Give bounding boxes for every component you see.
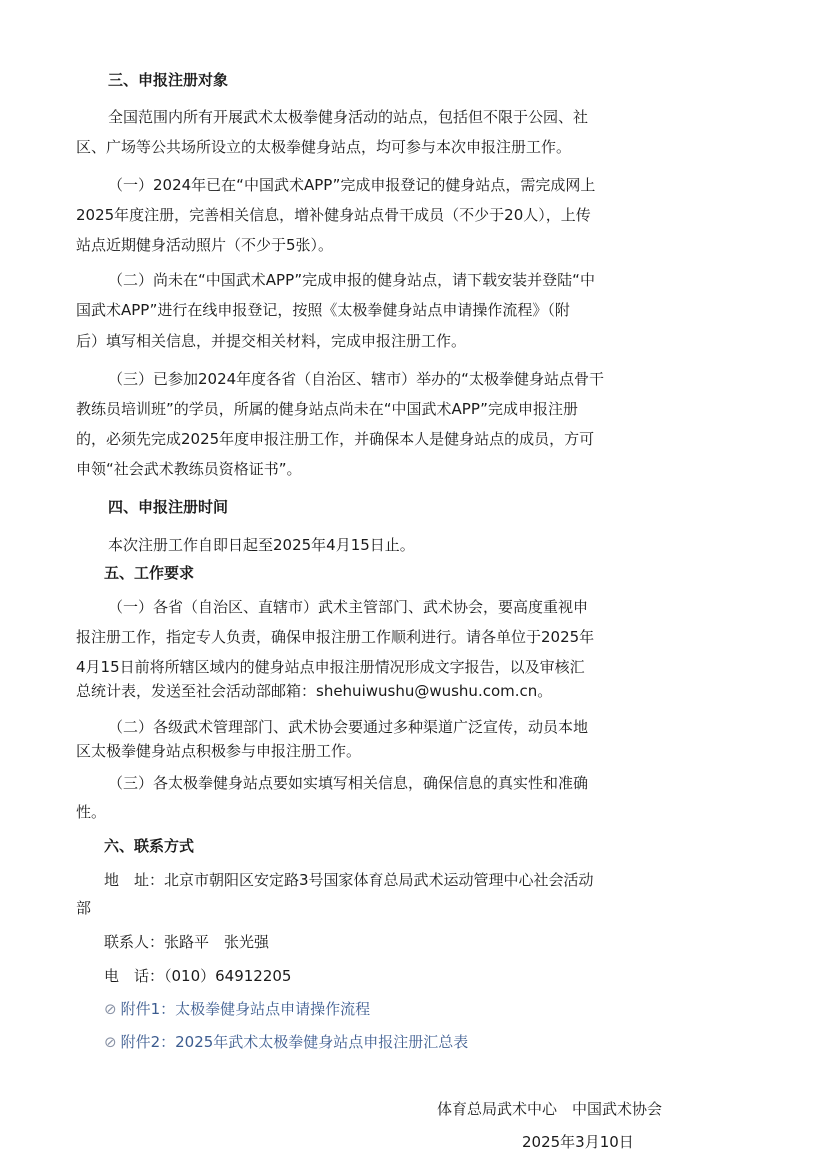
paragraph-line: （一）各省（自治区、直辖市）武术主管部门、武术协会，要高度重视申: [108, 598, 589, 616]
section-4-heading: 四、申报注册时间: [108, 498, 229, 516]
paragraph-line: （三）各太极拳健身站点要如实填写相关信息，确保信息的真实性和准确: [108, 774, 589, 792]
paragraph-line: 2025年度注册，完善相关信息，增补健身站点骨干成员（不少于20人），上传: [76, 206, 591, 224]
section-3-heading: 三、申报注册对象: [108, 71, 229, 89]
paragraph-line: （二）尚未在“中国武术APP”完成申报的健身站点，请下载安装并登陆“中: [108, 271, 595, 289]
paperclip-icon: ⊘: [104, 1000, 117, 1018]
paragraph-line: （二）各级武术管理部门、武术协会要通过多种渠道广泛宣传，动员本地: [108, 718, 589, 736]
paragraph-line: 全国范围内所有开展武术太极拳健身活动的站点，包括但不限于公园、社: [108, 108, 589, 126]
paragraph-line: 申领“社会武术教练员资格证书”。: [76, 460, 302, 478]
paragraph-line: 4月15日前将所辖区域内的健身站点申报注册情况形成文字报告，以及审核汇: [76, 658, 585, 676]
attachment-label: 附件1：太极拳健身站点申请操作流程: [120, 1000, 371, 1018]
paragraph-line: 性。: [76, 803, 107, 821]
paragraph-line: 后）填写相关信息，并提交相关材料，完成申报注册工作。: [76, 332, 467, 350]
paragraph-line: 的，必须先完成2025年度申报注册工作，并确保本人是健身站点的成员，方可: [76, 430, 595, 448]
attachment-label: 附件2：2025年武术太极拳健身站点申报注册汇总表: [120, 1033, 469, 1051]
paragraph-line: 区太极拳健身站点积极参与申报注册工作。: [76, 742, 362, 760]
contact-person: 联系人：张路平 张光强: [104, 933, 270, 951]
paragraph-line: 区、广场等公共场所设立的太极拳健身站点，均可参与本次申报注册工作。: [76, 138, 572, 156]
paragraph-line: 报注册工作，指定专人负责，确保申报注册工作顺利进行。请各单位于2025年: [76, 628, 595, 646]
issuing-organizations: 体育总局武术中心 中国武术协会: [437, 1100, 663, 1118]
attachment-link-1[interactable]: [104, 999, 370, 1019]
section-5-heading: 五、工作要求: [104, 564, 195, 582]
paragraph-line: 国武术APP”进行在线申报登记，按照《太极拳健身站点申请操作流程》（附: [76, 301, 570, 319]
section-6-heading: 六、联系方式: [104, 837, 195, 855]
attachment-link-2[interactable]: [104, 1032, 468, 1052]
address-line: 部: [76, 899, 92, 917]
paragraph-line: 本次注册工作自即日起至2025年4月15日止。: [108, 536, 415, 554]
paragraph-line: 站点近期健身活动照片（不少于5张）。: [76, 236, 334, 254]
paragraph-line: 教练员培训班”的学员，所属的健身站点尚未在“中国武术APP”完成申报注册: [76, 400, 578, 418]
paperclip-icon: ⊘: [104, 1033, 117, 1051]
paragraph-line: （三）已参加2024年度各省（自治区、辖市）举办的“太极拳健身站点骨干: [108, 370, 604, 388]
phone-number: 电 话：（010）64912205: [104, 967, 292, 985]
paragraph-line: 总统计表，发送至社会活动部邮箱：shehuiwushu@wushu.com.cn。: [76, 682, 553, 700]
paragraph-line: （一）2024年已在“中国武术APP”完成申报登记的健身站点，需完成网上: [108, 176, 596, 194]
issue-date: 2025年3月10日: [522, 1133, 634, 1151]
address-line: 地 址：北京市朝阳区安定路3号国家体育总局武术运动管理中心社会活动: [104, 871, 594, 889]
